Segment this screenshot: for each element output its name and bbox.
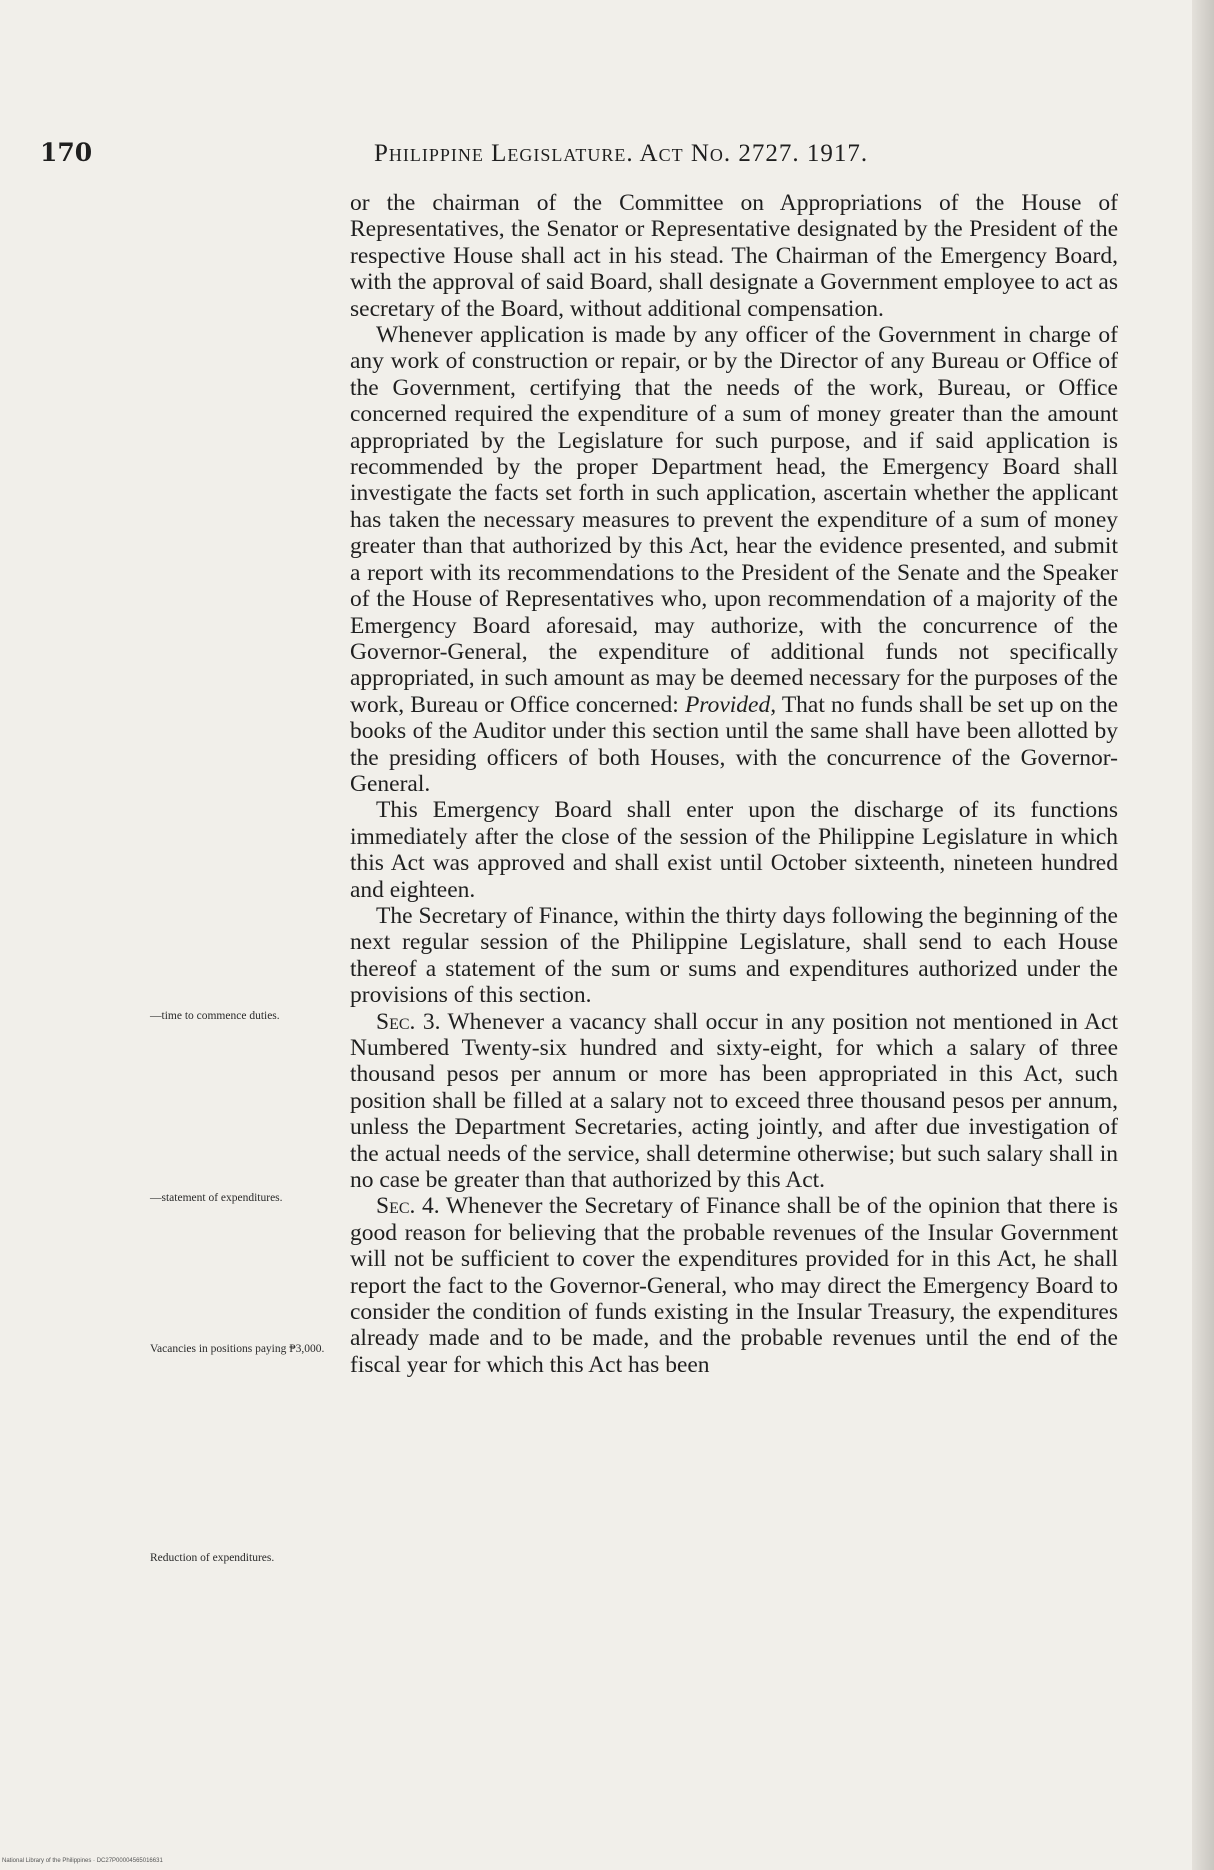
paragraph-2-tail: That no funds shall be set up on the books of the Auditor under this section until the same shall have been allotted by the presiding officers of both Houses, with the concurrence of the Governor-General. [350, 691, 1119, 797]
margin-note-vacancies: Vacancies in positions paying ₱3,000. [150, 1343, 325, 1355]
paragraph-4: The Secretary of Finance, within the thirty days following the beginning of the next regular session of the Philippine Legislature, shall send to each House thereof a statement of the sum or sums and expenditures authorized under the provisions of this section. [350, 902, 1118, 1009]
section-4 [350, 1193, 1118, 1378]
section-4-text: Whenever the Secretary of Finance shall be of the opinion that there is good reason for believing that the probable revenues of the Insular Government will not be sufficient to cover the expenditures provided for in this Act, he shall report the fact to the Governor-General, who may direct the Emergency Board to consider the condition of funds existing in the Insular Treasury, the expenditures already made and to be made, and the probable revenues until the end of the fiscal year for which this Act has been [350, 1193, 1119, 1378]
proviso: Provided, [684, 691, 777, 718]
section-3 [350, 1009, 1118, 1194]
footer-credit: National Library of the Philippines · DC27P00004565016631 [2, 1858, 163, 1864]
body-text [350, 190, 1118, 1378]
section-4-label: Sec. 4. [376, 1193, 440, 1220]
scan-edge-shadow [1192, 0, 1214, 1870]
paragraph-2 [350, 322, 1118, 797]
running-head: Philippine Legislature. Act No. 2727. 1917. [374, 140, 869, 167]
paragraph-2-main: Whenever application is made by any officer of the Government in charge of any work of construction or repair, or by the Director of any Bureau or Office of the Government, certifying that the needs of the work, Bureau, or Office concerned required the expenditure of a sum of money greater than the amount appropriated by the Legislature for such purpose, and if said application is recommended by the proper Department head, the Emergency Board shall investigate the facts set forth in such application, ascertain whether the applicant has taken the necessary measures to prevent the expenditure of a sum of money greater than that authorized by this Act, hear the evidence presented, and submit a report with its recommendations to the President of the Senate and the Speaker of the House of Representatives who, upon recommendation of a majority of the Emergency Board aforesaid, may authorize, with the concurrence of the Governor-General, the expenditure of additional funds not specifically appropriated, in such amount as may be deemed necessary for the purposes of the work, Bureau or Office concerned: [350, 322, 1118, 718]
section-3-text: Whenever a vacancy shall occur in any position not mentioned in Act Numbered Twenty-six hundred and sixty-eight, for which a salary of three thousand pesos per annum or more has been appropriated in this Act, such position shall be filled at a salary not to exceed three thousand pesos per annum, unless the Department Secretaries, acting jointly, and after due investigation of the actual needs of the service, shall determine otherwise; but such salary shall in no case be greater than that authorized by this Act. [350, 1008, 1119, 1194]
margin-note-reduction: Reduction of expenditures. [150, 1552, 275, 1564]
margin-note-time-to-commence: —time to commence duties. [150, 1010, 280, 1022]
section-3-label: Sec. 3. [376, 1008, 441, 1035]
paragraph-1: or the chairman of the Committee on Appropriations of the House of Representatives, the Senator or Representative designated by the President of the respective House shall act in his stead. The Chairman of the Emergency Board, with the approval of said Board, shall designate a Government employee to act as secretary of the Board, without additional compensation. [350, 190, 1118, 322]
margin-note-statement-of-expenditures: —statement of expenditures. [150, 1192, 283, 1204]
page-number: 170 [40, 138, 93, 167]
paragraph-3: This Emergency Board shall enter upon the discharge of its functions immediately after the close of the session of the Philippine Legislature in which this Act was approved and shall exist until October sixteenth, nineteen hundred and eighteen. [350, 797, 1118, 903]
